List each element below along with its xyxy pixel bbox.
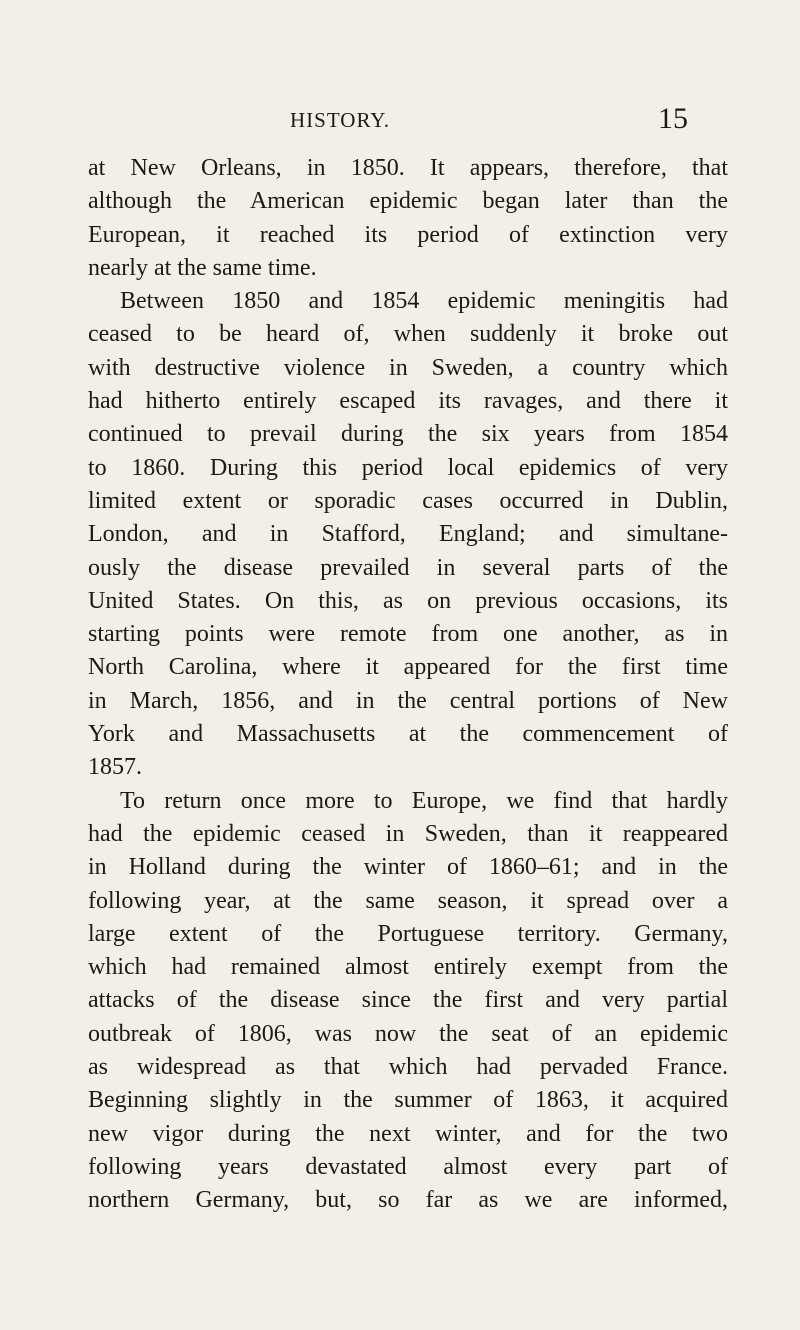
text-line: which had remained almost entirely exempt from the [88,954,728,981]
text-line: following years devastated almost every part of [88,1153,728,1180]
text-line: although the American epidemic began later than the [88,188,728,215]
text-line: large extent of the Portuguese territory. Germany, [88,920,728,947]
text-line: limited extent or sporadic cases occurred in Dublin, [88,487,728,514]
text-line: with destructive violence in Sweden, a country which [88,354,728,381]
text-line: to 1860. During this period local epidemics of very [88,454,728,481]
body-text [88,152,728,1218]
text-line: in March, 1856, and in the central portions of New [88,687,728,714]
text-line: Between 1850 and 1854 epidemic meningitis had [120,288,728,315]
running-title: HISTORY. [290,108,391,132]
text-line: North Carolina, where it appeared for the first time [88,654,728,681]
text-line: northern Germany, but, so far as we are informed, [88,1187,728,1214]
text-line: continued to prevail during the six years from 1854 [88,421,728,448]
text-line: in Holland during the winter of 1860–61; and in the [88,854,728,881]
text-line: had hitherto entirely escaped its ravages, and there it [88,388,728,415]
text-line: European, it reached its period of extinction very [88,221,728,248]
text-line: outbreak of 1806, was now the seat of an epidemic [88,1020,728,1047]
text-line: London, and in Stafford, England; and simultane- [88,521,728,548]
page-number: 15 [658,102,688,135]
text-line: as widespread as that which had pervaded France. [88,1054,728,1081]
text-line: ously the disease prevailed in several parts of the [88,554,728,581]
text-line: ceased to be heard of, when suddenly it broke out [88,321,728,348]
text-line: nearly at the same time. [88,254,317,281]
running-head [0,82,800,135]
text-line: Beginning slightly in the summer of 1863, it acquired [88,1087,728,1114]
text-line: had the epidemic ceased in Sweden, than it reappeared [88,820,728,847]
text-line: 1857. [88,754,142,781]
text-line: following year, at the same season, it spread over a [88,887,728,914]
text-line: starting points were remote from one another, as in [88,621,728,648]
text-line: at New Orleans, in 1850. It appears, therefore, that [88,155,728,181]
text-line: attacks of the disease since the first and very partial [88,987,728,1014]
text-line: new vigor during the next winter, and for the two [88,1120,728,1147]
text-line: To return once more to Europe, we find that hardly [120,787,728,814]
text-line: United States. On this, as on previous occasions, its [88,587,728,614]
text-line: York and Massachusetts at the commencement of [88,721,728,748]
